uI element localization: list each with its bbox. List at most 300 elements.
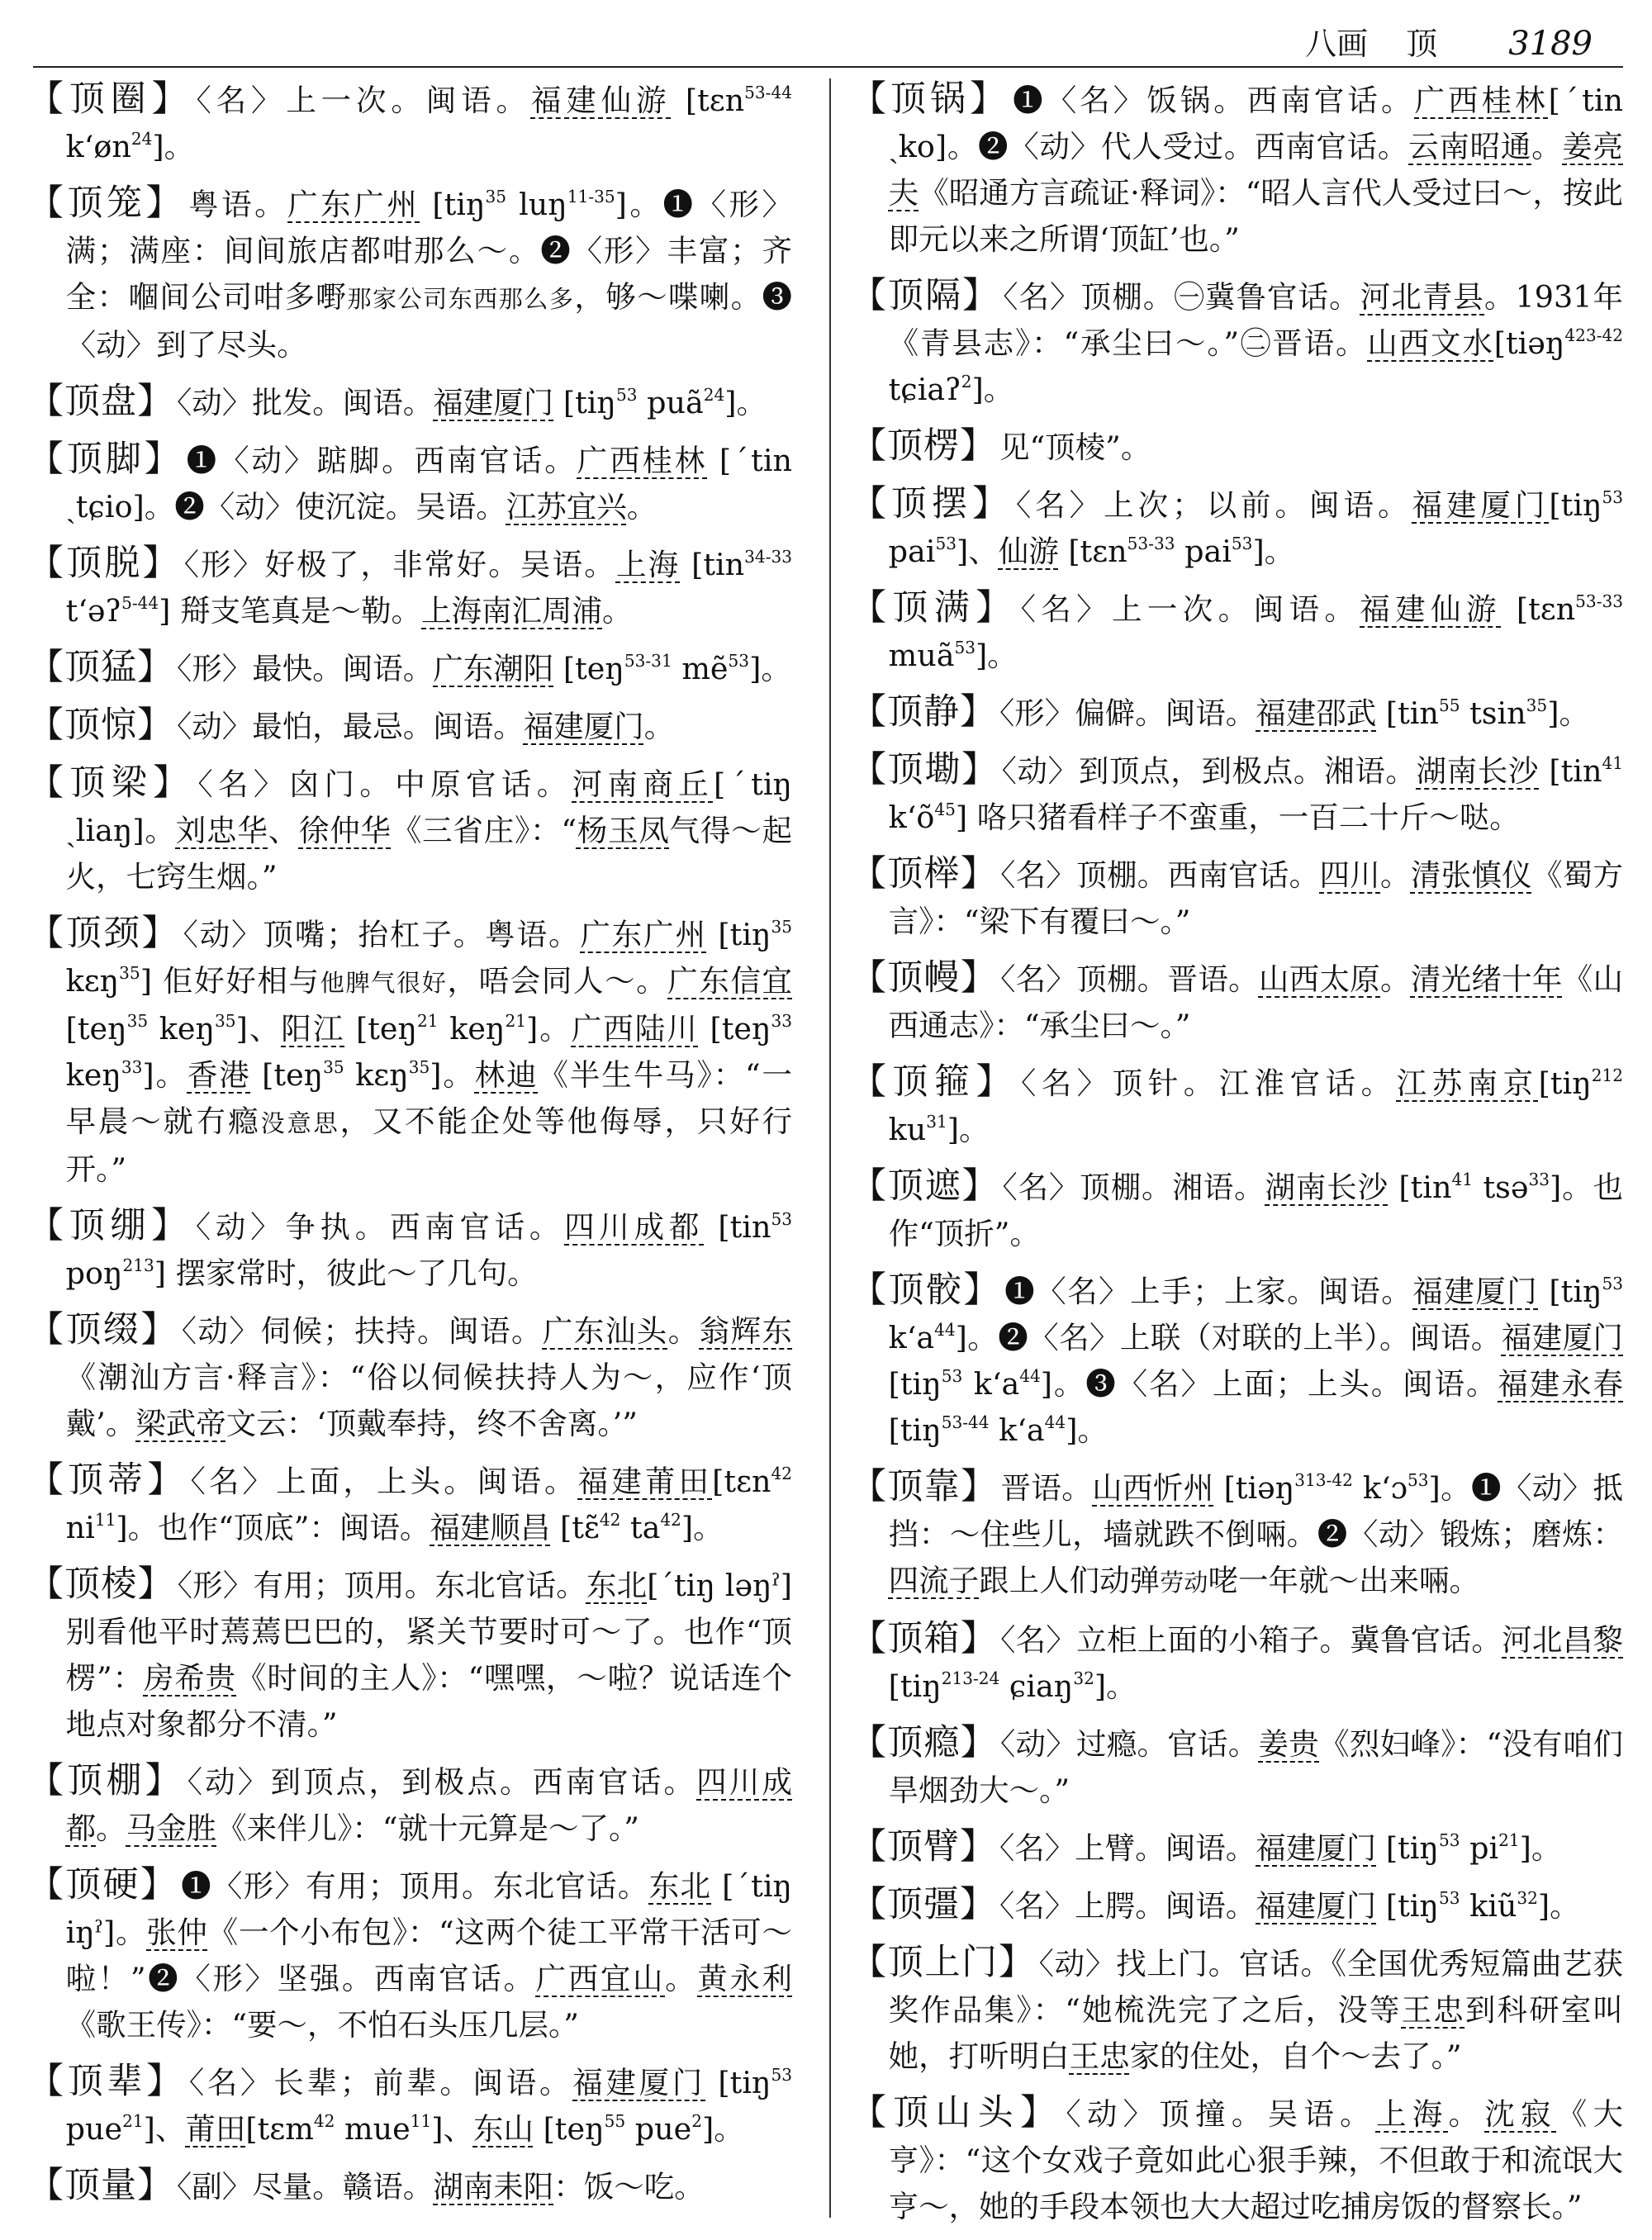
tone-superscript: 35 <box>215 1010 236 1031</box>
underlined-name: 福建厦门 <box>572 2065 706 2100</box>
entry-text: 〈名〉顶棚。湘语。 <box>1002 1170 1265 1205</box>
dictionary-entry <box>28 1862 792 2048</box>
tone-superscript: 42 <box>599 1509 621 1530</box>
tone-superscript: 44 <box>1044 1412 1066 1432</box>
entry-text: ] 搿支笔真是～勒。 <box>159 593 421 629</box>
entry-text: [ˊtiŋ ləŋˀ] 别看他平时蔫蔫巴巴的，紧关节要时可～了。也作“顶楞”： <box>65 1568 793 1696</box>
entry-text: ]。 <box>1519 1830 1562 1866</box>
underlined-name: 上海 <box>1375 2096 1449 2132</box>
entry-headword: 【顶缀】 <box>28 1309 178 1350</box>
underlined-name: 东北 <box>648 1868 712 1904</box>
tone-superscript: 53 <box>1602 1273 1624 1293</box>
entry-text: [tiŋ <box>1376 1888 1439 1924</box>
entry-text: [tɛn <box>712 1464 771 1499</box>
tone-superscript: 21 <box>505 1010 526 1031</box>
entry-text: ]。 <box>525 1011 572 1046</box>
dictionary-entry <box>28 378 792 426</box>
entry-headword: 【顶隔】 <box>851 275 1000 316</box>
entry-headword: 【顶幔】 <box>851 957 998 999</box>
entry-headword: 【顶绷】 <box>28 1205 192 1246</box>
underlined-name: 湖南耒阳 <box>433 2169 554 2204</box>
tone-superscript: 41 <box>1451 1169 1474 1189</box>
entry-text: 〈动〉过瘾。官话。 <box>1000 1726 1259 1762</box>
entry-text: 〈名〉顶棚。西南官话。 <box>1000 857 1320 893</box>
underlined-name: 徐仲华 <box>298 813 392 848</box>
underlined-name: 刘忠华 <box>175 813 268 848</box>
dictionary-entry <box>28 540 792 634</box>
entry-text: 家的住处，自个～去了。” <box>1129 2038 1462 2074</box>
tone-superscript: 32 <box>1073 1668 1094 1688</box>
entry-text: ] 咯只猪看样子不蛮重，一百二十斤～哒。 <box>955 800 1520 835</box>
gloss-small-text: 那家公司东西那么多 <box>347 285 575 313</box>
tone-superscript: 35 <box>408 1056 430 1077</box>
underlined-name: 上海 <box>615 547 681 582</box>
tone-superscript: 53 <box>941 1365 963 1386</box>
entry-text: 。 <box>96 1811 126 1846</box>
entry-text: ɕiaŋ <box>999 1668 1074 1704</box>
dictionary-entry <box>851 585 1623 679</box>
tone-superscript: 32 <box>1517 1887 1538 1908</box>
entry-text: ]。 <box>947 1112 990 1147</box>
underlined-name: 福建邵武 <box>1256 695 1377 731</box>
entry-headword: 【顶瘾】 <box>851 1722 998 1763</box>
entry-text: pi <box>1460 1830 1499 1866</box>
tone-superscript: 11-35 <box>567 186 615 206</box>
entry-text: muã <box>888 638 955 673</box>
entry-headword: 【顶摆】 <box>851 483 1013 524</box>
entry-text: 气得～起火，七窍生烟。” <box>65 813 793 895</box>
dictionary-entry <box>851 1824 1623 1872</box>
entry-text: 〈形〉有用；顶用。东北官话。 <box>177 1568 586 1603</box>
underlined-name: 河北昌黎 <box>1502 1622 1623 1658</box>
tone-superscript: 35 <box>126 1010 149 1031</box>
entry-text: k‘ɔ <box>1352 1470 1408 1506</box>
entry-text: 〈名〉顶针。江淮官话。 <box>1020 1065 1397 1101</box>
entry-text: 〈名〉上次；以前。闽语。 <box>1015 487 1412 523</box>
tone-superscript: 35 <box>771 916 793 937</box>
entry-text: 〈动〉争执。西南官话。 <box>195 1209 565 1245</box>
gloss-small-text: 他脾气很好 <box>320 969 448 997</box>
entry-text: 跟上人们动弹 <box>979 1563 1161 1598</box>
entry-text: ]。 <box>1094 1668 1137 1704</box>
entry-text: k‘a <box>962 1366 1020 1402</box>
entry-text: ]、 <box>431 2111 473 2147</box>
entry-text: 〈动〉批发。闽语。 <box>177 385 434 420</box>
entry-text: poŋ <box>65 1255 123 1291</box>
tone-superscript: 33 <box>1528 1169 1550 1189</box>
dictionary-entry <box>851 1163 1623 1257</box>
dictionary-entry <box>851 1939 1623 2080</box>
entry-text: keŋ <box>65 1057 121 1093</box>
entry-text: 、 <box>268 813 299 848</box>
right-column <box>851 76 1623 2240</box>
dictionary-entry <box>28 2162 792 2210</box>
tone-superscript: 53 <box>1438 1887 1460 1908</box>
tone-superscript: 53-44 <box>744 82 792 102</box>
tone-superscript: 21 <box>1498 1829 1520 1850</box>
running-header <box>1305 18 1593 64</box>
entry-text: ，够～喋喇。❸〈动〉到了尽头。 <box>65 279 793 363</box>
underlined-name: 东北 <box>586 1568 648 1603</box>
dictionary-entry <box>28 2058 792 2152</box>
underlined-name: 广东信宜 <box>667 963 793 999</box>
column-divider <box>829 78 831 2218</box>
entry-headword: 【顶梁】 <box>28 762 195 804</box>
entry-text: ]。❷〈名〉上联（对联的上半）。闽语。 <box>955 1320 1502 1355</box>
underlined-name: 福建仙游 <box>1360 591 1502 627</box>
underlined-name: 广西宜山 <box>535 1961 666 1996</box>
dictionary-entry <box>28 76 792 170</box>
tone-superscript: 53 <box>615 384 638 405</box>
entry-text: ]。 <box>971 372 1014 407</box>
entry-text: ：饭～吃。 <box>553 2169 705 2204</box>
underlined-name: 江苏宜兴 <box>506 489 627 524</box>
entry-text: 《三省庄》：“ <box>391 813 577 848</box>
entry-headword: 【顶遮】 <box>851 1165 999 1207</box>
entry-text: 晋语。 <box>1000 1470 1093 1506</box>
tone-superscript: 53 <box>1231 533 1253 553</box>
entry-text: 〈名〉上一次。闽语。 <box>196 83 531 118</box>
tone-superscript: 53-44 <box>941 1412 990 1432</box>
underlined-name: 山西太原 <box>1258 961 1381 997</box>
tone-superscript: 313-42 <box>1294 1469 1353 1490</box>
entry-headword: 【顶惊】 <box>28 705 173 746</box>
entry-text: ta <box>620 1510 661 1545</box>
underlined-name: 仙游 <box>998 534 1059 569</box>
entry-text: tsin <box>1460 695 1526 731</box>
tone-superscript: 44 <box>1019 1365 1041 1386</box>
tone-superscript: 31 <box>926 1111 947 1132</box>
entry-text: 〈动〉到顶点，到极点。西南官话。 <box>187 1764 697 1800</box>
underlined-name: 上海南汇周浦 <box>421 593 602 629</box>
tone-superscript: 53 <box>954 637 976 657</box>
underlined-name: 广东广州 <box>287 187 420 222</box>
tone-superscript: 33 <box>121 1056 143 1077</box>
entry-headword: 【顶箱】 <box>851 1618 998 1659</box>
radical-label: 顶 <box>1406 26 1438 62</box>
entry-text: 〈动〉顶撞。吴语。 <box>1066 2096 1376 2132</box>
entry-text: 《烈妇峰》：“没有咱们旱烟劲大～。” <box>888 1726 1624 1808</box>
tone-superscript: 53-33 <box>1575 591 1624 611</box>
underlined-name: 阳江 <box>281 1011 345 1046</box>
entry-text: puã <box>637 385 704 420</box>
underlined-name: 福建顺昌 <box>430 1510 551 1545</box>
dictionary-entry <box>28 644 792 692</box>
entry-headword: 【顶脱】 <box>28 543 181 584</box>
underlined-name: 王忠 <box>1401 1992 1465 2028</box>
underlined-name: 福建厦门 <box>433 385 554 420</box>
underlined-name: 福建厦门 <box>523 709 644 744</box>
tone-superscript: 42 <box>771 1463 793 1483</box>
entry-headword: 【顶山头】 <box>851 2092 1063 2133</box>
underlined-name: 广东潮阳 <box>433 651 554 686</box>
tone-superscript: 35 <box>119 962 140 983</box>
entry-text: 。1931年《青县志》：“承尘曰～。”㊁晋语。 <box>888 279 1624 361</box>
entry-headword: 【顶笼】 <box>28 183 186 224</box>
entry-text: 。 <box>643 709 675 744</box>
entry-text: 。 <box>1380 961 1411 997</box>
entry-text: [teŋ <box>250 1057 324 1093</box>
entry-text: [tin <box>1376 695 1439 731</box>
underlined-name: 福建厦门 <box>1412 1274 1539 1309</box>
underlined-name: 湖南长沙 <box>1416 753 1540 789</box>
underlined-name: 广西桂林 <box>577 443 708 478</box>
tone-superscript: 53 <box>1438 1829 1460 1850</box>
underlined-name: 福建仙游 <box>530 83 672 118</box>
tone-superscript: 213 <box>122 1255 154 1275</box>
dictionary-entry <box>28 1561 792 1748</box>
entry-text: ]。 <box>1066 1412 1108 1448</box>
entry-text: ❶〈形〉有用；顶用。东北官话。 <box>181 1868 649 1904</box>
entry-text: [ˊtin ˏtɕio]。❷〈动〉使沉淀。吴语。 <box>65 443 793 524</box>
tone-superscript: 213-24 <box>941 1668 1000 1688</box>
underlined-name: 四川成都 <box>564 1209 705 1245</box>
underlined-name: 四川成都 <box>65 1764 793 1846</box>
entry-text: t‘əʔ <box>65 593 122 629</box>
entry-text: 。 <box>1448 2096 1485 2132</box>
underlined-name: 云南昭通 <box>1408 129 1532 164</box>
tone-superscript: 2 <box>691 2110 702 2131</box>
entry-text: ]。也作“顶折”。 <box>888 1170 1623 1251</box>
tone-superscript: 42 <box>660 1509 681 1530</box>
entry-text: ]。❶〈形〉满；满座：间间旅店都咁那么～。❷〈形〉丰富；齐全：嗰间公司咁多嘢 <box>65 187 793 315</box>
tone-superscript: 35 <box>323 1056 344 1077</box>
dictionary-entry <box>28 436 792 530</box>
dictionary-entry <box>28 1758 792 1852</box>
entry-text: 《时间的主人》：“嘿嘿，～啦？说话连个地点对象都分不清。” <box>65 1660 792 1742</box>
entry-text: [tɛ̃ <box>550 1510 600 1545</box>
entry-text: ]。 <box>430 1057 475 1093</box>
underlined-name: 山西忻州 <box>1092 1470 1214 1506</box>
entry-text: 《潮汕方言·释言》：“俗以伺候扶持人为～，应作‘顶戴’。 <box>65 1360 792 1441</box>
underlined-name: 沈寂 <box>1484 2096 1557 2132</box>
tone-superscript: 24 <box>703 384 725 405</box>
entry-text: tɕiaʔ <box>888 372 961 407</box>
dictionary-entry <box>851 481 1623 575</box>
tone-superscript: 35 <box>1526 695 1548 715</box>
entry-text: [tin <box>680 547 745 582</box>
entry-text: tsə <box>1473 1170 1529 1205</box>
entry-text: kɛŋ <box>65 963 120 999</box>
entry-text: 《一个小布包》：“这两个徒工平常干活可～啦！”❷〈形〉坚强。西南官话。 <box>65 1915 792 1996</box>
left-column <box>28 76 792 2220</box>
tone-superscript: 11 <box>94 1509 116 1530</box>
entry-text: 。 <box>665 1961 698 1996</box>
entry-text: 〈副〉尽量。赣语。 <box>177 2169 434 2204</box>
entry-text: keŋ <box>148 1011 216 1046</box>
underlined-name: 福建厦门 <box>1412 487 1550 523</box>
tone-superscript: 423-42 <box>1564 325 1624 345</box>
entry-headword: 【顶靠】 <box>851 1466 998 1507</box>
tone-superscript: 41 <box>1602 752 1624 773</box>
underlined-name: 湖南长沙 <box>1265 1170 1389 1205</box>
underlined-name: 杨玉凤 <box>576 813 670 848</box>
tone-superscript: 2 <box>961 371 972 392</box>
entry-text: [tin <box>1539 753 1602 789</box>
entry-text: 〈动〉到顶点，到极点。湘语。 <box>1001 753 1417 789</box>
dictionary-entry <box>851 1720 1623 1814</box>
entry-headword: 【顶棱】 <box>28 1564 174 1605</box>
dictionary-entry <box>851 1267 1623 1454</box>
tone-superscript: 53 <box>771 2064 793 2085</box>
dictionary-entry <box>851 689 1623 737</box>
dictionary-entry <box>851 1882 1623 1929</box>
entry-text: [tin <box>1388 1170 1452 1205</box>
entry-text: ]。 <box>749 651 791 686</box>
section-label: 八画 <box>1305 26 1369 62</box>
tone-superscript: 24 <box>131 128 153 149</box>
entry-text: [tɛn <box>1501 591 1576 627</box>
entry-text: [tin <box>704 1209 771 1245</box>
entry-text: ]、 <box>956 534 999 569</box>
entry-text: kɛŋ <box>344 1057 409 1093</box>
underlined-name: 梁武帝 <box>135 1406 226 1441</box>
dictionary-entry <box>851 423 1623 471</box>
entry-text: 粤语。 <box>188 187 288 222</box>
entry-text: 〈名〉上面，上头。闽语。 <box>190 1464 578 1499</box>
entry-headword: 【顶锅】 <box>851 78 1010 120</box>
entry-headword: 【顶骹】 <box>851 1269 1002 1311</box>
entry-text: ]。 <box>681 1510 724 1545</box>
underlined-name: 东山 <box>472 2111 534 2147</box>
entry-headword: 【顶上门】 <box>851 1942 1036 1983</box>
entry-text: 〈名〉顶棚。㊀冀鲁官话。 <box>1003 279 1360 315</box>
underlined-name: 林迪 <box>474 1057 539 1093</box>
entry-text: [tiŋ <box>888 1668 942 1704</box>
entry-text: 〈名〉长辈；前辈。闽语。 <box>188 2065 573 2100</box>
underlined-name: 福建永春 <box>1498 1366 1623 1402</box>
entry-text: 〈名〉上臂。闽语。 <box>999 1830 1256 1866</box>
tone-superscript: 11 <box>410 2110 432 2131</box>
dictionary-entry <box>28 1307 792 1447</box>
entry-text: 。 <box>626 489 657 524</box>
entry-text: 。 <box>1531 129 1563 164</box>
tone-superscript: 53 <box>935 533 957 553</box>
entry-text: k‘a <box>888 1320 935 1355</box>
gloss-small-text: 没意思 <box>260 1109 340 1137</box>
entry-text: ni <box>65 1510 95 1545</box>
underlined-name: 四流子 <box>888 1563 980 1598</box>
entry-text: pai <box>1175 534 1232 569</box>
underlined-name: 清光绪十年 <box>1410 961 1563 997</box>
entry-text: 〈名〉囟门。中原官话。 <box>197 766 572 802</box>
entry-text: 〈形〉偏僻。闽语。 <box>999 695 1256 731</box>
header-rule <box>33 66 1623 68</box>
entry-text: [teŋ <box>698 1011 771 1046</box>
entry-headword: 【顶榉】 <box>851 853 998 895</box>
underlined-name: 福建厦门 <box>1501 1320 1623 1355</box>
tone-superscript: 45 <box>934 799 956 819</box>
entry-text: pue <box>625 2111 692 2147</box>
entry-text: [tiŋ <box>420 187 486 222</box>
entry-text: 〈动〉伺候；扶持。闽语。 <box>181 1313 543 1349</box>
underlined-name: 福建莆田 <box>577 1464 713 1499</box>
tone-superscript: 35 <box>485 186 506 206</box>
dictionary-entry <box>851 1464 1623 1606</box>
dictionary-entry <box>28 1203 792 1297</box>
underlined-name: 河北青县 <box>1360 279 1484 315</box>
entry-text: k‘õ <box>888 800 935 835</box>
entry-text: ]。也作“顶底”：闽语。 <box>116 1510 430 1545</box>
underlined-name: 姜亮夫 <box>888 129 1624 211</box>
dictionary-entry <box>28 180 792 368</box>
entry-text: 〈名〉顶棚。晋语。 <box>1000 961 1259 997</box>
entry-headword: 【顶量】 <box>28 2165 173 2206</box>
tone-superscript: 21 <box>122 2110 144 2131</box>
entry-headword: 【顶颈】 <box>28 913 180 954</box>
entry-text: 〈形〉好极了，非常好。吴语。 <box>183 547 616 582</box>
underlined-name: 姜贵 <box>1258 1726 1320 1762</box>
entry-text: ]。 <box>976 638 1018 673</box>
entry-headword: 【顶盘】 <box>28 381 173 422</box>
entry-headword: 【顶箍】 <box>851 1061 1018 1103</box>
entry-text: [tiŋ <box>1549 487 1602 523</box>
entry-text: 《昭通方言疏证·释词》：“昭人言代人受过曰～，按此即元以来之所谓‘顶缸’也。” <box>888 175 1624 257</box>
entry-text: k‘a <box>989 1412 1045 1448</box>
entry-text: [ˊtiŋ ˏliaŋ]。 <box>65 766 793 848</box>
underlined-name: 张仲 <box>146 1915 208 1950</box>
underlined-name: 翁辉东 <box>699 1313 793 1349</box>
entry-text: 〈名〉上腭。闽语。 <box>999 1888 1256 1924</box>
entry-text: ]。❸〈名〉上面；上头。闽语。 <box>1040 1366 1498 1402</box>
entry-headword: 【顶猛】 <box>28 647 173 688</box>
entry-text: ，唔会同人～。 <box>447 963 668 999</box>
tone-superscript: 53 <box>771 1208 792 1229</box>
tone-superscript: 33 <box>771 1010 793 1031</box>
entry-text: [tiəŋ <box>1213 1470 1295 1506</box>
entry-text: 见“顶棱”。 <box>999 429 1151 465</box>
entry-headword: 【顶硬】 <box>28 1864 178 1905</box>
entry-text: [tiŋ <box>1538 1274 1602 1309</box>
underlined-name: 广东广州 <box>580 917 707 952</box>
entry-text: ❶〈名〉饭锅。西南官话。 <box>1013 83 1415 118</box>
dictionary-entry <box>851 273 1623 413</box>
entry-text: 咾一年就～出来啢。 <box>1208 1563 1479 1598</box>
entry-text: [teŋ <box>344 1011 418 1046</box>
entry-text: kiũ <box>1460 1888 1517 1924</box>
entry-text: 《大亨》：“这个女戏子竟如此心狠手辣，不但敢于和流氓大亨～，她的手段本领也大大超过吃捕房饭的督察长。” <box>888 2096 1624 2224</box>
tone-superscript: 53-33 <box>1127 533 1175 553</box>
dictionary-entry <box>28 1457 792 1551</box>
tone-superscript: 21 <box>417 1010 439 1031</box>
entry-text: [teŋ <box>65 1011 127 1046</box>
entry-text: [tiŋ <box>1376 1830 1439 1866</box>
entry-text: [ˊtiŋ iŋˀ]。 <box>65 1868 792 1950</box>
entry-headword: 【顶辈】 <box>28 2061 186 2102</box>
entry-text: [teŋ <box>533 2111 605 2147</box>
tone-superscript: 53 <box>1602 486 1624 507</box>
entry-text: ] 佢好好相与 <box>140 963 320 999</box>
entry-text: ]。 <box>724 385 767 420</box>
entry-text: 〈动〉找上门。官话。《全国优秀短篇曲艺获奖作品集》：“她梳洗完了之后，没等 <box>888 1946 1624 2028</box>
underlined-name: 山西文水 <box>1367 325 1494 361</box>
underlined-name: 福建厦门 <box>1256 1830 1377 1866</box>
entry-headword: 【顶脚】 <box>28 439 183 480</box>
underlined-name: 王忠 <box>1069 2038 1130 2074</box>
underlined-name: 广东汕头 <box>542 1313 668 1349</box>
entry-text: [tiŋ <box>1538 1065 1592 1101</box>
entry-text: ❶〈名〉上手；上家。闽语。 <box>1004 1274 1413 1309</box>
underlined-name: 四川 <box>1319 857 1381 893</box>
underlined-name: 福建厦门 <box>1256 1888 1377 1924</box>
entry-text: ku <box>888 1112 927 1147</box>
entry-text: 〈名〉上一次。闽语。 <box>1020 591 1360 627</box>
entry-headword: 【顶楞】 <box>851 425 996 467</box>
entry-headword: 【顶蒂】 <box>28 1459 188 1501</box>
entry-text: ]。❶〈动〉抵挡：～住些儿，墙就跌不倒啢。❷〈动〉锻炼；磨炼： <box>888 1470 1624 1552</box>
dictionary-entry <box>851 1616 1623 1710</box>
dictionary-entry <box>851 851 1623 945</box>
